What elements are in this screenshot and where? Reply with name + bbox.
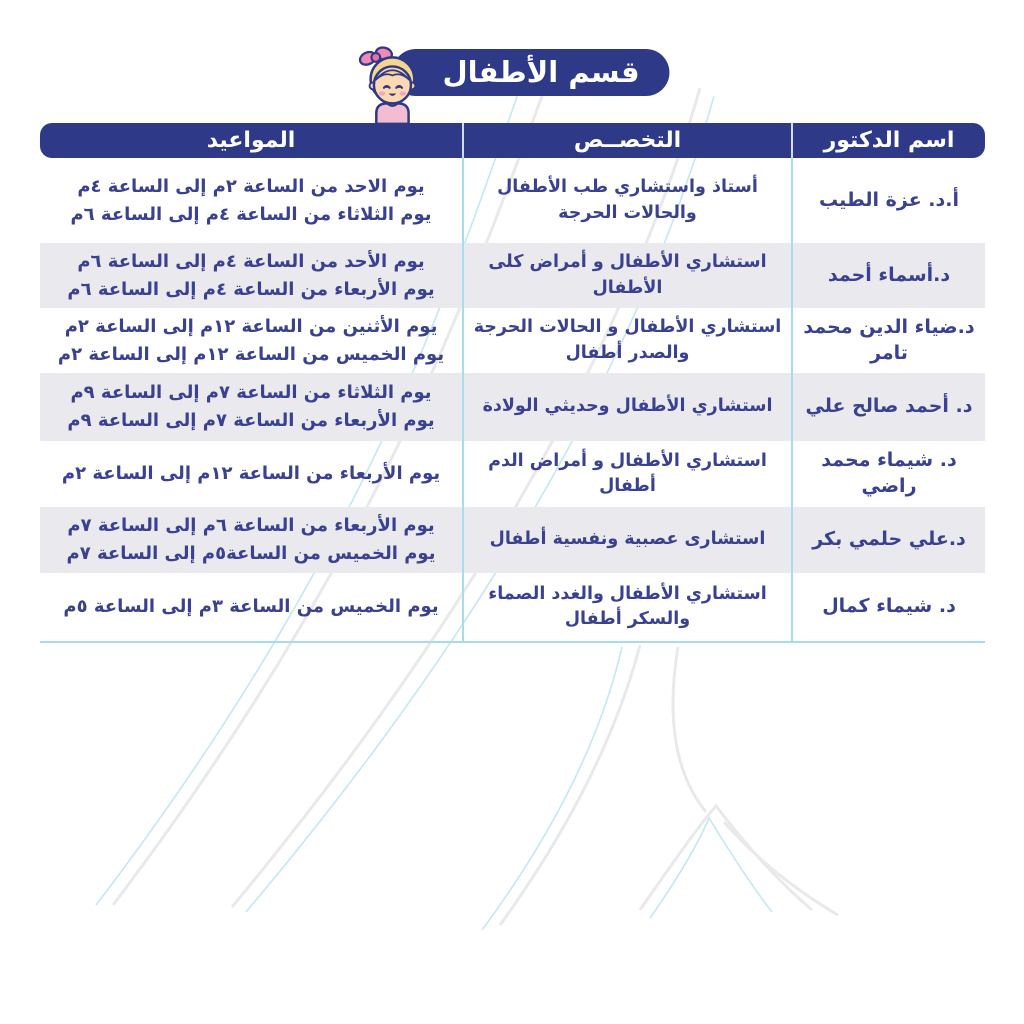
column-header-specialty: التخصــص xyxy=(462,123,793,158)
doctor-specialty: استشاري الأطفال و الحالات الحرجة والصدر أطفال xyxy=(462,308,793,373)
schedule-line: يوم الخميس من الساعة ٣م إلى الساعة ٥م xyxy=(63,596,439,618)
doctor-name: د.أسماء أحمد xyxy=(827,263,951,286)
doctor-schedule xyxy=(40,507,462,573)
page-title: قسم الأطفال xyxy=(392,49,669,96)
schedule-line: يوم الاحد من الساعة ٢م إلى الساعة ٤م xyxy=(77,175,425,197)
doctor-schedule xyxy=(40,308,462,373)
table-row xyxy=(40,441,985,507)
doctor-specialty: استشاري الأطفال و أمراض كلى الأطفال xyxy=(462,243,793,308)
schedule-line: يوم الثلاثاء من الساعة ٤م إلى الساعة ٦م xyxy=(70,203,432,225)
table-row xyxy=(40,573,985,641)
table-header xyxy=(40,123,985,158)
doctor-specialty: استشاري الأطفال والغدد الصماء والسكر أطفال xyxy=(462,573,793,641)
doctor-schedule xyxy=(40,573,462,641)
table-row xyxy=(40,243,985,308)
doctor-specialty: أستاذ واستشاري طب الأطفال والحالات الحرجة xyxy=(462,158,793,243)
doctor-schedule xyxy=(40,158,462,243)
department-badge xyxy=(354,44,669,124)
doctor-name: د. أحمد صالح علي xyxy=(805,395,973,418)
table-row xyxy=(40,158,985,243)
doctor-name: د.ضياء الدين محمد تامر xyxy=(803,315,975,364)
schedule-line: يوم الأحد من الساعة ٤م إلى الساعة ٦م xyxy=(77,250,425,272)
column-header-doctor: اسم الدكتور xyxy=(823,128,955,153)
schedule-line: يوم الأربعاء من الساعة ١٢م إلى الساعة ٢م xyxy=(61,463,441,485)
doctor-specialty: استشاري الأطفال وحديثي الولادة xyxy=(462,373,793,441)
schedule-line: يوم الأثنين من الساعة ١٢م إلى الساعة ٢م xyxy=(64,315,438,337)
schedule-line: يوم الأربعاء من الساعة ٧م إلى الساعة ٩م xyxy=(67,410,435,431)
schedule-line: يوم الأربعاء من الساعة ٦م إلى الساعة ٧م xyxy=(67,515,435,537)
column-header-schedule: المواعيد xyxy=(206,128,296,153)
doctor-name: د. شيماء كمال xyxy=(822,595,956,618)
table-row xyxy=(40,373,985,441)
schedule-line: يوم الخميس من الساعة٥م إلى الساعة ٧م xyxy=(66,543,436,564)
baby-girl-icon xyxy=(354,44,430,124)
doctor-specialty: استشاري الأطفال و أمراض الدم أطفال xyxy=(462,441,793,507)
schedule-line: يوم الأربعاء من الساعة ٤م إلى الساعة ٦م xyxy=(67,278,435,300)
table-body xyxy=(40,158,985,643)
doctor-schedule xyxy=(40,373,462,441)
doctor-name: أ.د. عزة الطيب xyxy=(819,188,959,211)
schedule-line: يوم الثلاثاء من الساعة ٧م إلى الساعة ٩م xyxy=(70,382,432,404)
doctor-schedule xyxy=(40,441,462,507)
table-row xyxy=(40,308,985,373)
doctor-name: د. شيماء محمد راضي xyxy=(821,449,957,497)
doctor-name: د.علي حلمي بكر xyxy=(812,528,966,551)
doctor-schedule xyxy=(40,243,462,308)
schedule-table xyxy=(40,123,985,643)
table-row xyxy=(40,507,985,573)
doctor-specialty: استشارى عصبية ونفسية أطفال xyxy=(462,507,793,573)
schedule-line: يوم الخميس من الساعة ١٢م إلى الساعة ٢م xyxy=(57,343,445,365)
